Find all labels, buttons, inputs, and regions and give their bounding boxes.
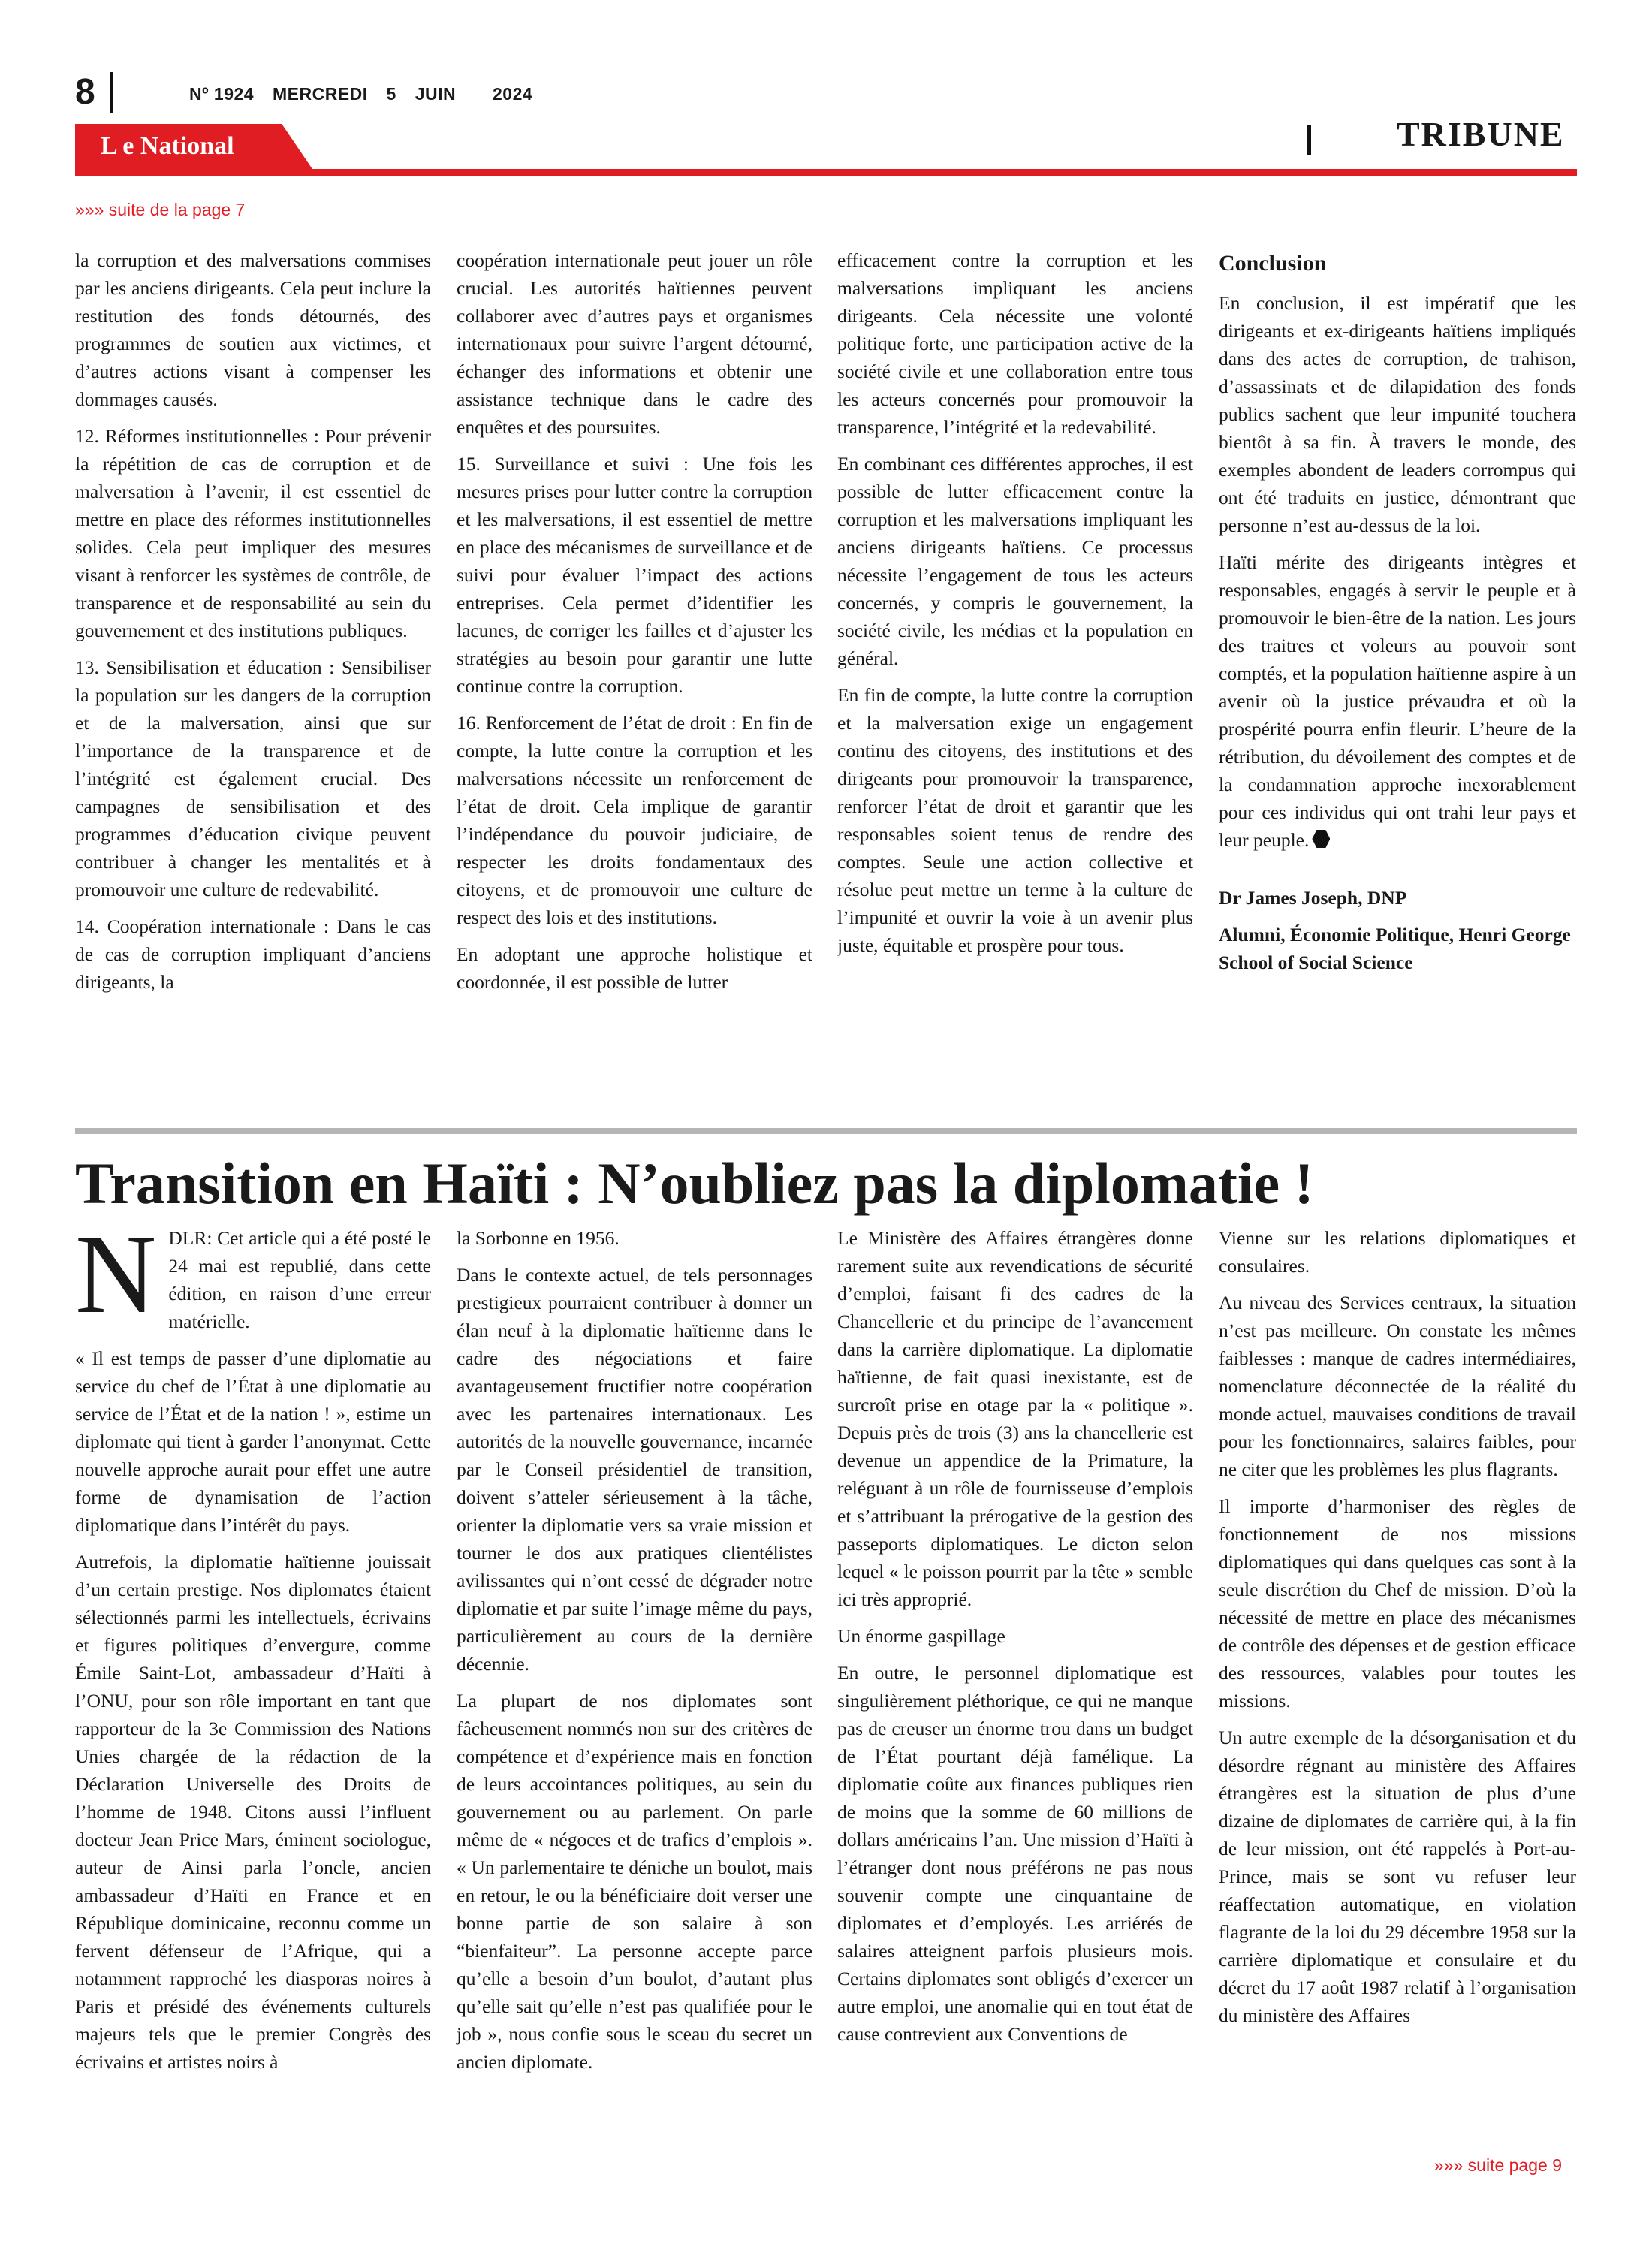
paragraph: Un autre exemple de la désorganisation et du désordre régnant au ministère des Affaires étrangères est la situation de plus d’une dizaine de diplomates de carrière qui, à la fin de leur mission, ont été rappelés à Port-au-Prince, mais se sont vu refuser leur réaffectation automatique, en violation flagrante de la loi du 29 décembre 1958 sur la carrière diplomatique et consulaire et du décret du 17 août 1987 relatif à l’organisation du ministère des Affaires: [1219, 1727, 1576, 2026]
paragraph: coopération internationale peut jouer un rôle crucial. Les autorités haïtiennes peuvent collaborer avec d’autres pays et organismes internationaux pour suivre l’argent détourné, échanger des informations et obtenir une assistance technique dans le cadre des enquêtes et des poursuites.: [457, 249, 812, 438]
article-divider: [75, 1128, 1577, 1134]
bottom-article-col-1: [75, 1212, 431, 2085]
brand-label: L e National: [101, 132, 234, 160]
article-headline: Transition en Haïti : N’oubliez pas la diplomatie !: [75, 1151, 1314, 1216]
issue-number: Nº 1924: [189, 84, 255, 104]
author-name: Dr James Joseph, DNP: [1219, 887, 1407, 909]
paragraph: 13. Sensibilisation et éducation : Sensibiliser la population sur les dangers de la corruption et de la malversation, ainsi que sur l’importance de la transparence et de l’intégrité est également crucial. Des campagnes de sensibilisation et des programmes d’éducation civique peuvent contribuer à changer les mentalités et à promouvoir une culture de redevabilité.: [75, 656, 431, 900]
paragraph: Vienne sur les relations diplomatiques et consulaires.: [1219, 1227, 1576, 1277]
paragraph: la corruption et des malversations commises par les anciens dirigeants. Cela peut inclure la restitution des fonds détournés, des programmes de soutien aux victimes, et d’autres actions visant à compenser les dommages causés.: [75, 249, 431, 410]
paragraph: La plupart de nos diplomates sont fâcheusement nommés non sur des critères de compétence et d’expérience mais en fonction de leurs accointances politiques, au sein du gouvernement ou au parlement. On parle même de « négoces et de trafics d’emplois ». « Un parlementaire te déniche un boulot, mais en retour, le ou la bénéficiaire doit verser une bonne partie de son salaire à son “bienfaiteur”. La personne accepte parce qu’elle a besoin d’un boulot, d’autant plus qu’elle sait qu’elle n’est pas qualifiée pour le job », nous confie sous le sceau du secret un ancien diplomate.: [457, 1690, 812, 2073]
section-divider: [1307, 125, 1311, 155]
top-article-col-1: [75, 246, 431, 1005]
author-title: Alumni, Économie Politique, Henri George School of Social Science: [1219, 924, 1571, 973]
bottom-article-col-3: [837, 1224, 1193, 2057]
issue-info: [189, 84, 546, 104]
paragraph: En combinant ces différentes approches, il est possible de lutter efficacement contre la corruption et les malversations impliquant les anciens dirigeants haïtiens. Ce processus nécessite l’engagement de tous les acteurs concernés, y compris le gouvernement, la société civile, les médias et la population en général.: [837, 453, 1193, 669]
continued-to-link[interactable]: »»» suite page 9: [1433, 2155, 1562, 2175]
continued-from-link[interactable]: »»» suite de la page 7: [75, 200, 246, 219]
page-number: 8: [75, 72, 95, 112]
paragraph: Autrefois, la diplomatie haïtienne jouissait d’un certain prestige. Nos diplomates étaient sélectionnés parmi les intellectuels, écrivains et figures politiques d’envergure, comme Émile Saint-Lot, ambassadeur d’Haïti à l’ONU, pour son rôle important en tant que rapporteur de la 3e Commission des Nations Unies chargée de la rédaction de la Déclaration Universelle des Droits de l’homme de 1948. Citons aussi l’influent docteur Jean Price Mars, éminent sociologue, auteur de Ainsi parla l’oncle, ancien ambassadeur d’Haïti en France et en République dominicaine, reconnu comme un fervent défenseur de l’Afrique, qui a notamment rapproché les diasporas noires à Paris et présidé des événements culturels majeurs tels que le premier Congrès des écrivains et artistes noirs à: [75, 1551, 431, 2073]
paragraph: Dans le contexte actuel, de tels personnages prestigieux pourraient contribuer à donner un élan neuf à la diplomatie haïtienne dans le cadre des négociations et faire avantageusement fructifier notre coopération avec les partenaires internationaux. Les autorités de la nouvelle gouvernance, incarnée par le Conseil présidentiel de transition, doivent s’atteler sérieusement à la tâche, orienter la diplomatie vers sa vraie mission et tourner le dos aux pratiques clientélistes avilissantes qui n’ont cessé de dégrader notre diplomatie et par suite l’image même du pays, particulièrement au cours de la dernière décennie.: [457, 1264, 812, 1675]
issue-year: 2024: [493, 84, 533, 104]
issue-month: JUIN: [415, 84, 457, 104]
top-article-col-3: [837, 246, 1193, 968]
top-article-col-2: [457, 246, 812, 1005]
conclusion-heading: Conclusion: [1219, 251, 1327, 276]
issue-day: 5: [386, 84, 396, 104]
drop-cap: N: [75, 1212, 157, 1337]
paragraph: 14. Coopération internationale : Dans le cas de cas de corruption impliquant d’anciens dirigeants, la: [75, 915, 431, 993]
paragraph: efficacement contre la corruption et les malversations impliquant les anciens dirigeants. Cela nécessite une volonté politique forte, une participation active de la société civile et une collaboration entre tous les acteurs concernés pour promouvoir la transparence, l’intégrité et la redevabilité.: [837, 249, 1193, 438]
paragraph: 15. Surveillance et suivi : Une fois les mesures prises pour lutter contre la corruption et les malversations, il est essentiel de mettre en place des mécanismes de surveillance et de suivi pour évaluer l’impact des actions entreprises. Cela permet d’identifier les lacunes, de corriger les failles et d’ajuster les stratégies au besoin pour garantir une lutte continue contre la corruption.: [457, 453, 812, 697]
paragraph: En adoptant une approche holistique et coordonnée, il est possible de lutter: [457, 943, 812, 993]
paragraph-last: [1219, 548, 1576, 854]
issue-weekday: MERCREDI: [272, 84, 368, 104]
paragraph: En conclusion, il est impératif que les dirigeants et ex-dirigeants haïtiens impliqués dans des actes de corruption, de trahison, d’assassinats et de dilapidation des fonds publics sachent que leur impunité touchera bientôt à sa fin. À travers le monde, des exemples abondent de leaders corrompus qui ont été traduits en justice, démontrant que personne n’est au-dessus de la loi.: [1219, 292, 1576, 536]
lead-paragraph: [75, 1212, 431, 1337]
paragraph: Il importe d’harmoniser des règles de fonctionnement de nos missions diplomatiques qui dans quelques cas sont à la seule discrétion du Chef de mission. D’où la nécessité de mettre en place des mécanismes de contrôle des dépenses et de gestion efficace des ressources, valables pour toutes les missions.: [1219, 1495, 1576, 1712]
section-label: TRIBUNE: [1397, 115, 1565, 153]
paragraph-text: DLR: Cet article qui a été posté le 24 mai est republié, dans cette édition, en raison d’une erreur matérielle.: [168, 1227, 431, 1332]
paragraph: En outre, le personnel diplomatique est singulièrement pléthorique, ce qui ne manque pas de creuser un énorme trou dans un budget de l’État pourtant déjà famélique. La diplomatie coûte aux finances publiques rien de moins que la somme de 60 millions de dollars américains l’an. Une mission d’Haïti à l’étranger dont nous préférons ne pas nous souvenir compte une cinquantaine de diplomates et d’employés. Les arriérés de salaires atteignent parfois plusieurs mois. Certains diplomates sont obligés d’exercer un autre emploi, une anomalie qui en tout état de cause contrevient aux Conventions de: [837, 1662, 1193, 2045]
paragraph: Au niveau des Services centraux, la situation n’est pas meilleure. On constate les mêmes faiblesses : manque de cadres intermédiaires, nomenclature déconnectée de la réalité du monde actuel, mauvaises conditions de travail pour les fonctionnaires, salaires faibles, pour ne citer que les problèmes les plus flagrants.: [1219, 1292, 1576, 1480]
paragraph: 12. Réformes institutionnelles : Pour prévenir la répétition de cas de corruption et de malversation à l’avenir, il est essentiel de mettre en place des réformes institutionnelles solides. Cela peut impliquer des mesures visant à renforcer les systèmes de contrôle, de transparence et de responsabilité au sein du gouvernement et des institutions publiques.: [75, 425, 431, 641]
bottom-article-col-4: [1219, 1224, 1576, 2038]
header-divider: [110, 72, 113, 113]
paragraph: 16. Renforcement de l’état de droit : En fin de compte, la lutte contre la corruption et les malversations nécessite un renforcement de l’état de droit. Cela implique de garantir l’indépendance du pouvoir judiciaire, de respecter les droits fondamentaux des citoyens, et de promouvoir une culture de respect des lois et des institutions.: [457, 712, 812, 928]
paragraph: « Il est temps de passer d’une diplomatie au service du chef de l’État à une diplomatie au service de l’État et de la nation ! », estime un diplomate qui tient à garder l’anonymat. Cette nouvelle approche aurait pour effet une autre forme de dynamisation de l’action diplomatique dans l’intérêt du pays.: [75, 1347, 431, 1536]
end-mark-icon: [1312, 830, 1330, 848]
paragraph: la Sorbonne en 1956.: [457, 1227, 620, 1249]
bottom-article-col-2: [457, 1224, 812, 2085]
top-article-col-4: [1219, 246, 1576, 985]
subheading: Un énorme gaspillage: [837, 1625, 1005, 1647]
paragraph-text: Haïti mérite des dirigeants intègres et responsables, engagés à servir le peuple et à promouvoir le bien-être de la nation. Les jours des traitres et voleurs au pouvoir sont comptés, et la population haïtienne aspire à un avenir où la justice prévaudra et où la prospérité pourra enfin fleurir. L’heure de la rétribution, du dévoilement des comptes et de la condamnation approche inexorablement pour ces individus qui ont trahi leur pays et leur peuple.: [1219, 551, 1576, 851]
paragraph: En fin de compte, la lutte contre la corruption et la malversation exige un engagement continu des citoyens, des institutions et des dirigeants pour promouvoir la transparence, renforcer l’état de droit et garantir que les responsables soient tenus de rendre des comptes. Seule une action collective et résolue peut mettre un terme à la culture de l’impunité et ouvrir la voie à un avenir plus juste, équitable et prospère pour tous.: [837, 684, 1193, 956]
paragraph: Le Ministère des Affaires étrangères donne rarement suite aux revendications de sécurité d’emploi, faisant fi des cadres de la Chancellerie et du principe de l’avancement dans la carrière diplomatique. La diplomatie haïtienne, de fait quasi inexistante, est de surcroît prise en otage par la « politique ». Depuis près de trois (3) ans la chancellerie est devenue un appendice de la Primature, la reléguant à un rôle de fournisseuse d’emplois et s’attribuant la prérogative de la gestion des passeports diplomatiques. Le dicton selon lequel « le poisson pourrit par la tête » semble ici très approprié.: [837, 1227, 1193, 1610]
header-rule: [75, 169, 1577, 176]
